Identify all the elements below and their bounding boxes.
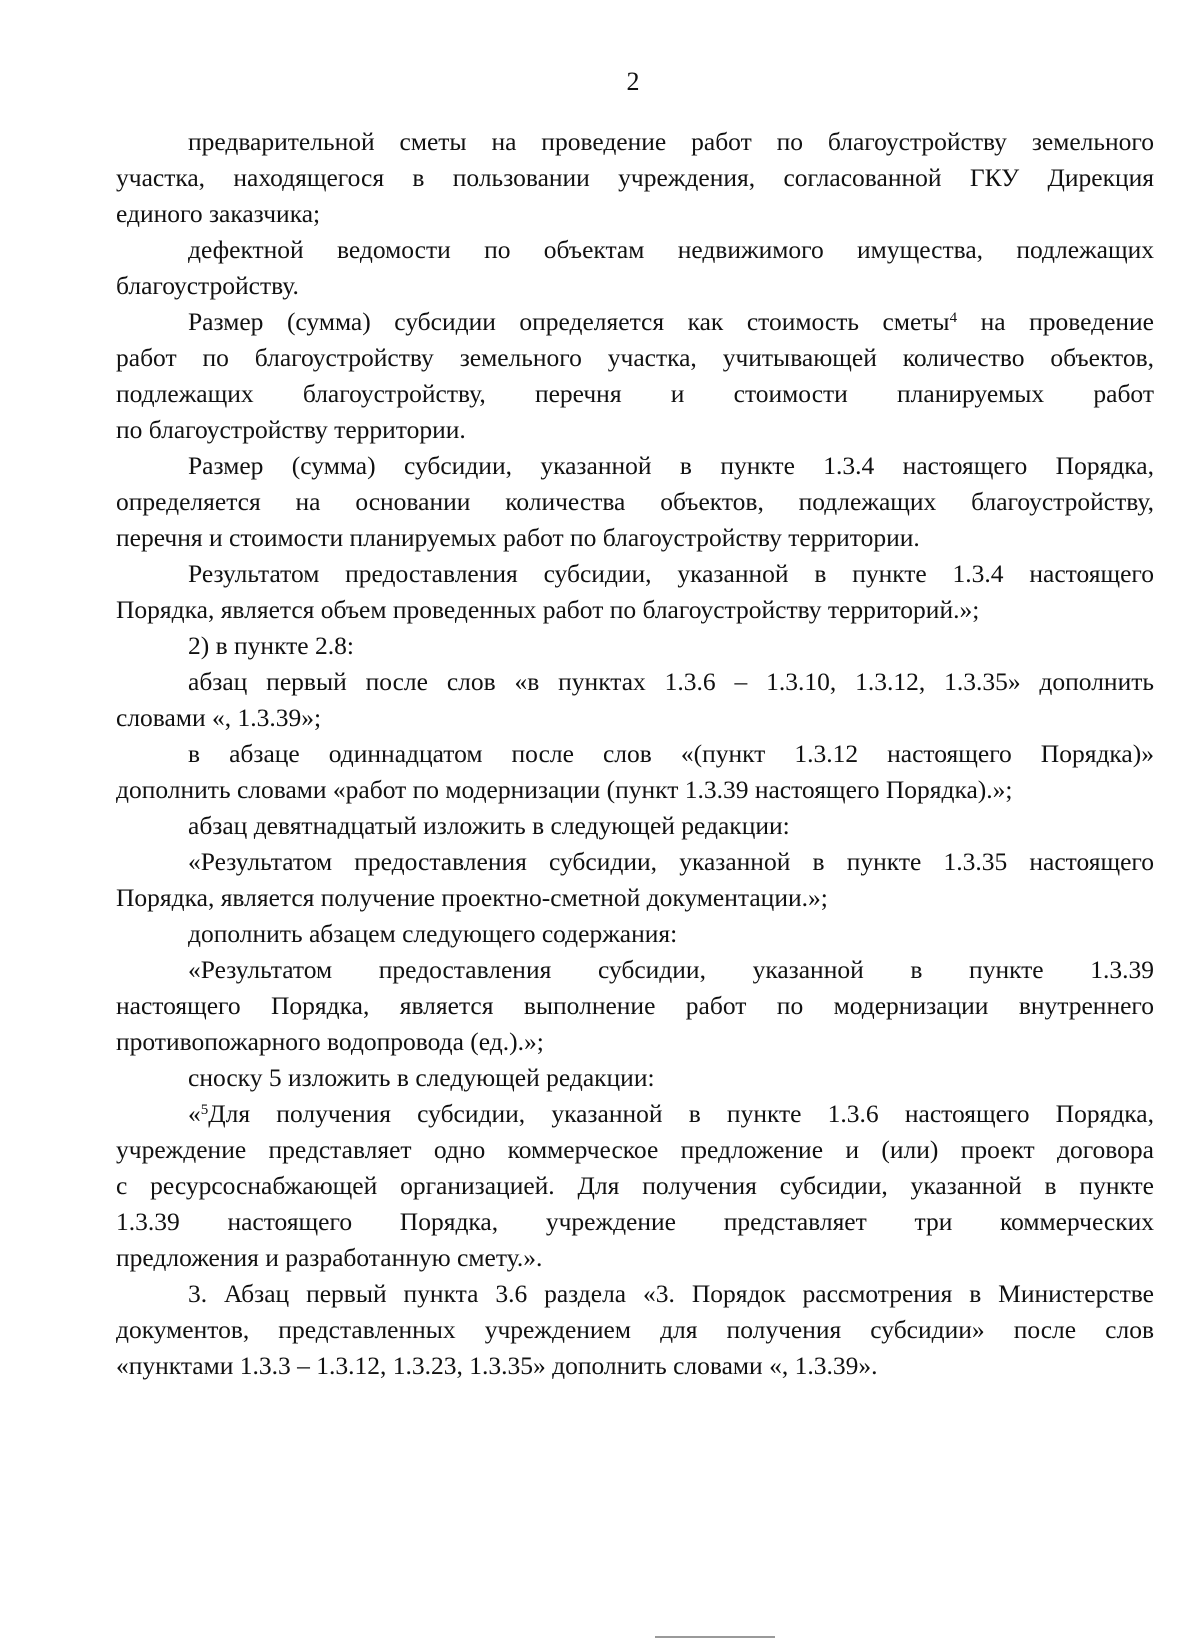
text-line: Порядка, является получение проектно-сметной документации.»; [116, 883, 828, 912]
text-fragment: Для получения субсидии, указанной в пункте 1.3.6 настоящего Порядка, [208, 1099, 1154, 1128]
text-line: единого заказчика; [116, 199, 321, 228]
text-line: подлежащих благоустройству, перечня и стоимости планируемых работ [116, 379, 1154, 408]
text-line: дополнить абзацем следующего содержания: [188, 919, 678, 948]
text-fragment: Размер (сумма) субсидии определяется как стоимость сметы [188, 307, 950, 336]
text-line: «пунктами 1.3.3 – 1.3.12, 1.3.23, 1.3.35» дополнить словами «, 1.3.39». [116, 1351, 878, 1380]
text-line: 1.3.39 настоящего Порядка, учреждение представляет три коммерческих [116, 1207, 1154, 1236]
text-line: «Результатом предоставления субсидии, указанной в пункте 1.3.35 настоящего [188, 847, 1154, 876]
text-line: противопожарного водопровода (ед.).»; [116, 1027, 544, 1056]
paragraph-result-1-3-35 [116, 844, 1154, 916]
text-line: учреждение представляет одно коммерческое предложение и (или) проект договора [116, 1135, 1154, 1164]
text-line: перечня и стоимости планируемых работ по благоустройству территории. [116, 523, 920, 552]
text-line: по благоустройству территории. [116, 415, 466, 444]
paragraph-nineteenth-abzac [116, 808, 1154, 844]
text-line: 2) в пункте 2.8: [188, 631, 354, 660]
paragraph-subsidy-1-3-4 [116, 448, 1154, 556]
text-fragment: на проведение [957, 307, 1155, 336]
text-line: участка, находящегося в пользовании учреждения, согласованной ГКУ Дирекция [116, 163, 1154, 192]
text-line: словами «, 1.3.39»; [116, 703, 322, 732]
paragraph-eleventh-abzac [116, 736, 1154, 808]
text-line: с ресурсоснабжающей организацией. Для получения субсидии, указанной в пункте [116, 1171, 1154, 1200]
scan-edge-mark [655, 1636, 775, 1638]
paragraph-footnote-5-text [116, 1096, 1154, 1276]
text-line: абзац девятнадцатый изложить в следующей редакции: [188, 811, 790, 840]
page-number: 2 [626, 67, 640, 96]
text-line: 3. Абзац первый пункта 3.6 раздела «3. Порядок рассмотрения в Министерстве [188, 1279, 1154, 1308]
paragraph-first-abzac [116, 664, 1154, 736]
paragraph-add-abzac [116, 916, 1154, 952]
text-line: Размер (сумма) субсидии, указанной в пункте 1.3.4 настоящего Порядка, [188, 451, 1154, 480]
text-line: документов, представленных учреждением для получения субсидии» после слов [116, 1315, 1154, 1344]
text-line: сноску 5 изложить в следующей редакции: [188, 1063, 655, 1092]
text-line: настоящего Порядка, является выполнение работ по модернизации внутреннего [116, 991, 1154, 1020]
text-line: дефектной ведомости по объектам недвижимого имущества, подлежащих [188, 235, 1154, 264]
paragraph-footnote-5 [116, 1060, 1154, 1096]
footnote-marker: 4 [949, 310, 958, 326]
text-line: в абзаце одиннадцатом после слов «(пункт 1.3.12 настоящего Порядка)» [188, 739, 1154, 768]
text-line: определяется на основании количества объектов, подлежащих благоустройству, [116, 487, 1154, 516]
text-line: благоустройству. [116, 271, 299, 300]
paragraph-section-3-6 [116, 1276, 1154, 1384]
paragraph-item-2-8 [116, 628, 1154, 664]
text-line: абзац первый после слов «в пунктах 1.3.6 – 1.3.10, 1.3.12, 1.3.35» дополнить [188, 667, 1154, 696]
text-line [116, 1096, 1154, 1132]
document-body [116, 124, 1154, 1384]
paragraph-subsidy-size [116, 304, 1154, 448]
text-line: предложения и разработанную смету.». [116, 1243, 543, 1272]
text-line: дополнить словами «работ по модернизации (пункт 1.3.39 настоящего Порядка).»; [116, 775, 1013, 804]
paragraph-result-1-3-39 [116, 952, 1154, 1060]
paragraph-estimate [116, 124, 1154, 232]
text-line: Порядка, является объем проведенных работ по благоустройству территорий.»; [116, 595, 980, 624]
paragraph-defect-list [116, 232, 1154, 304]
text-line [116, 304, 1154, 340]
text-line: предварительной сметы на проведение работ по благоустройству земельного [188, 127, 1154, 156]
text-line: «Результатом предоставления субсидии, указанной в пункте 1.3.39 [188, 955, 1154, 984]
text-line: работ по благоустройству земельного участка, учитывающей количество объектов, [116, 343, 1154, 372]
footnote-marker: 5 [200, 1102, 209, 1118]
text-line: Результатом предоставления субсидии, указанной в пункте 1.3.4 настоящего [188, 559, 1154, 588]
paragraph-result-1-3-4 [116, 556, 1154, 628]
text-fragment: « [188, 1099, 201, 1128]
